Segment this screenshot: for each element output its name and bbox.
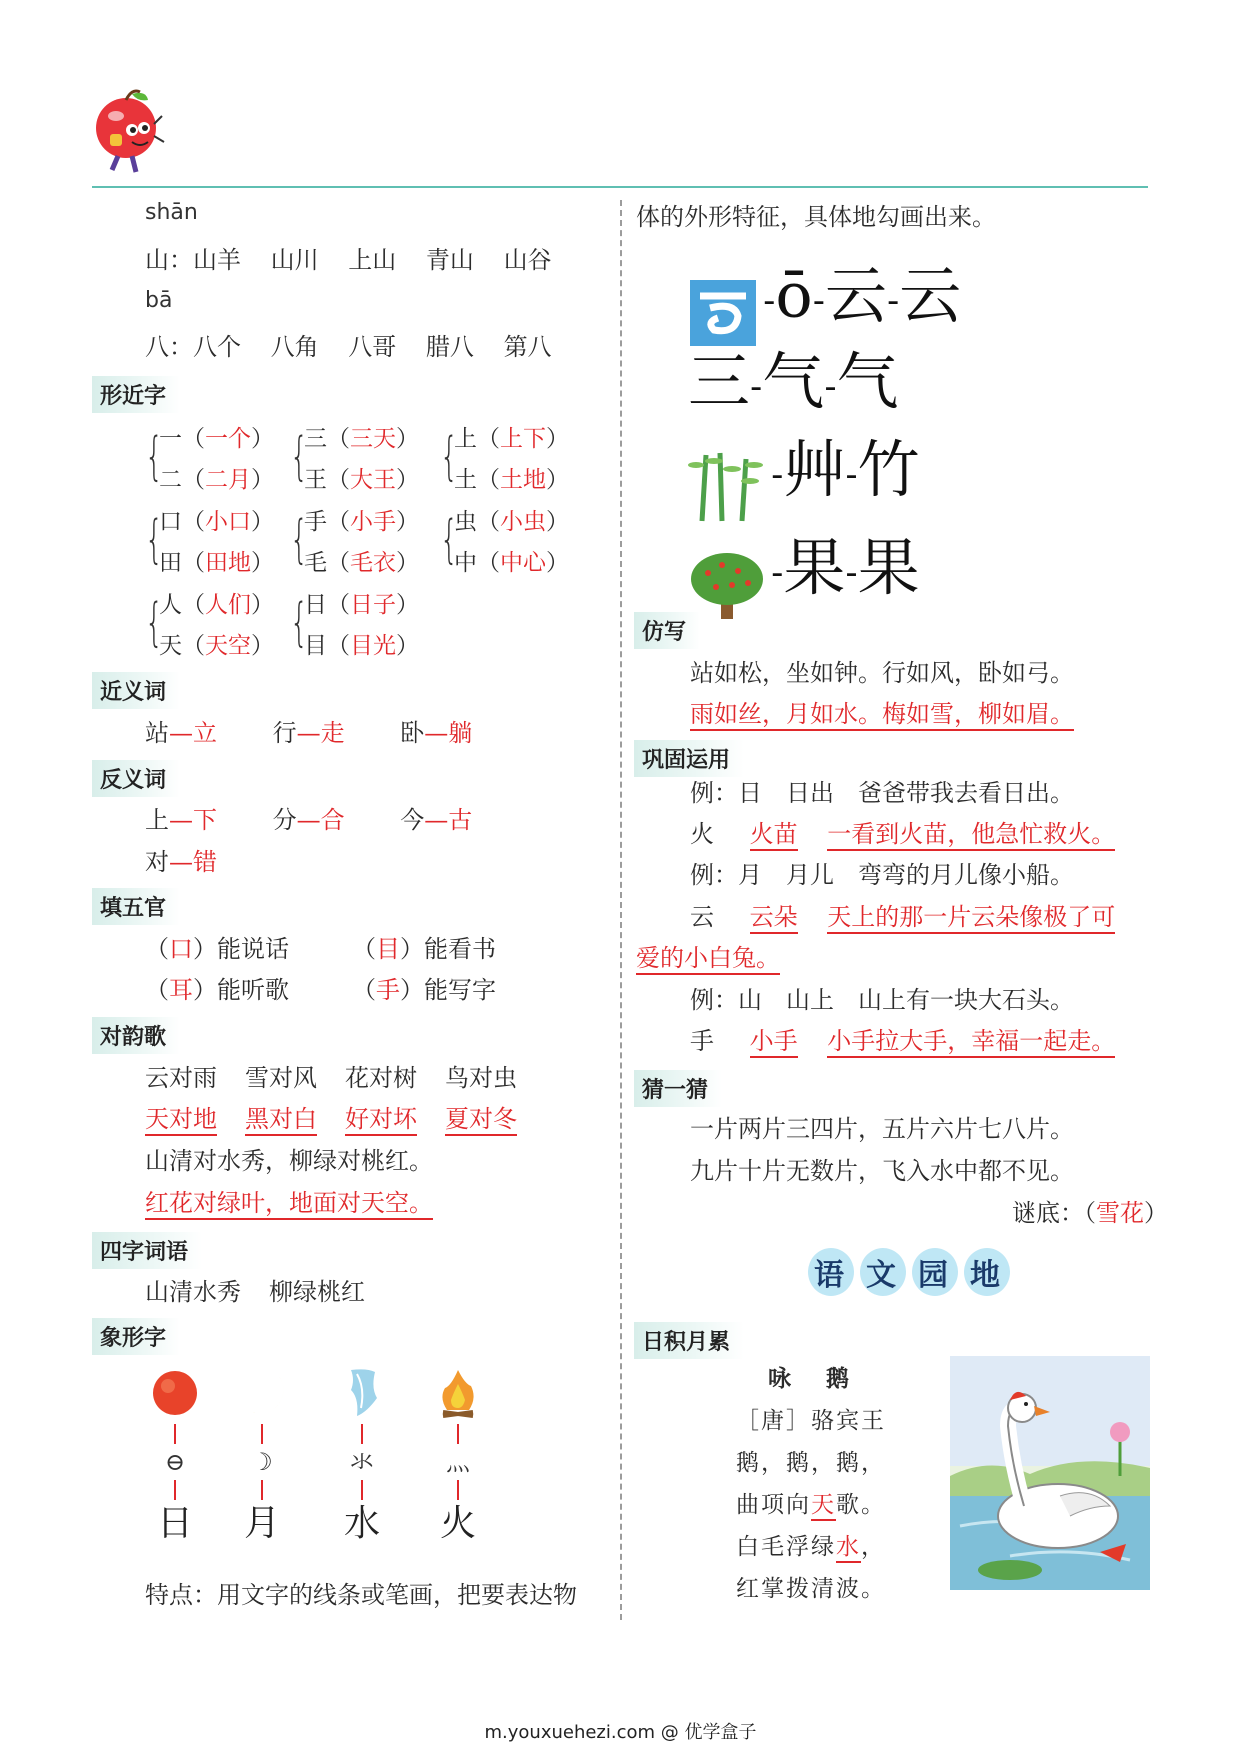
poem-line1: 鹅，鹅，鹅，	[736, 1450, 886, 1476]
gonggu-ex1: 例：日 日出 爸爸带我去看日出。	[690, 779, 1074, 807]
fangxie-answer: 雨如丝，月如水。梅如雪，柳如眉。	[690, 697, 1074, 731]
modern-char: 水	[343, 1503, 380, 1544]
poem-author: ［唐］骆宾王	[736, 1408, 886, 1434]
brace-icon: {	[440, 510, 459, 570]
section-duiyunge: 对韵歌	[92, 1017, 180, 1054]
fire-icon	[433, 1368, 483, 1418]
brace-icon: {	[145, 427, 164, 487]
xingjin-group	[440, 503, 580, 583]
xingjin-row: 人（人们）	[159, 592, 274, 618]
ancient-char: 氺	[350, 1448, 374, 1476]
sun-icon	[150, 1368, 200, 1418]
footer-credit: m.youxuehezi.com @ 优学盒子	[484, 1722, 757, 1743]
section-fanyici: 反义词	[92, 760, 180, 797]
poem-line4: 红掌拨清波。	[736, 1576, 886, 1602]
xingjin-row: 日（日子）	[304, 592, 419, 618]
tedian-left: 特点：用文字的线条或笔画，把要表达物	[145, 1581, 577, 1609]
word: 八角	[270, 333, 319, 361]
section-fangxie: 仿写	[634, 612, 700, 649]
brace-icon: {	[290, 510, 309, 570]
xingjin-group	[440, 420, 580, 500]
brace-icon: {	[145, 510, 164, 570]
words-shan	[145, 243, 552, 277]
evolution-row-zhu: -艸-竹	[688, 420, 920, 523]
poem-line2: 曲项向天歌。	[736, 1486, 886, 1519]
evolution-row-yun: -ō-云-云	[688, 246, 961, 348]
poem-title: 咏 鹅	[768, 1365, 855, 1392]
riddle-line1: 一片两片三四片，五片六片七八片。	[690, 1115, 1074, 1143]
yuwen-yuandi-title: 语 文 园 地	[808, 1248, 1016, 1296]
wuguan-item: （口）能说话	[145, 935, 289, 963]
gonggu-q3: 手 小手 小手拉大手，幸福一起走。	[690, 1024, 1115, 1058]
bamboo-icon	[688, 451, 766, 523]
xingjin-group	[145, 586, 285, 666]
evolution-stage: 果	[783, 531, 846, 604]
evolution-stage: 三	[688, 345, 751, 418]
words-head: 山：	[145, 246, 193, 274]
words-head: 八：	[145, 333, 193, 361]
header-rule	[92, 186, 1148, 188]
pictograph-water	[322, 1368, 402, 1546]
xingjin-row: 王（大王）	[304, 467, 419, 493]
duiyun-line4: 红花对绿叶，地面对天空。	[145, 1186, 433, 1220]
fanyi-row: 上—下 分—合 今—古	[145, 806, 473, 834]
xingjin-row: 二（二月）	[159, 467, 274, 493]
brace-icon: {	[290, 593, 309, 653]
xingjin-row: 手（小手）	[304, 509, 419, 535]
word: 第八	[503, 333, 552, 361]
section-xiangxingzi: 象形字	[92, 1318, 180, 1355]
xingjin-group	[290, 503, 430, 583]
xingjin-group	[145, 503, 285, 583]
riddle-line2: 九片十片无数片，飞入水中都不见。	[690, 1157, 1074, 1185]
apple-mascot-icon	[88, 86, 168, 176]
section-jinyici: 近义词	[92, 672, 180, 709]
xingjin-row: 毛（毛衣）	[304, 550, 419, 576]
evolution-row-qi: 三-气-气	[688, 345, 899, 418]
pictograph-sun	[135, 1368, 215, 1546]
brace-icon: {	[440, 427, 459, 487]
section-gonggu: 巩固运用	[634, 740, 744, 777]
sizi-row: 山清水秀 柳绿桃红	[145, 1278, 365, 1306]
brace-icon: {	[290, 427, 309, 487]
word: 山谷	[503, 246, 552, 274]
word: 山川	[270, 246, 319, 274]
water-icon	[337, 1368, 387, 1418]
xingjin-row: 一（一个）	[159, 426, 274, 452]
tedian-right: 体的外形特征，具体地勾画出来。	[636, 203, 996, 231]
section-caiyicai: 猜一猜	[634, 1070, 722, 1107]
wuguan-item: （目）能看书	[352, 935, 496, 963]
xingjin-row: 土（土地）	[454, 467, 569, 493]
duiyun-answers: 天对地 黑对白 好对坏 夏对冬	[145, 1102, 517, 1136]
modern-char: 月	[243, 1503, 280, 1544]
word: 青山	[425, 246, 474, 274]
evolution-modern: 果	[857, 531, 920, 604]
xingjin-row: 田（田地）	[159, 550, 274, 576]
fruit-tree-icon	[688, 549, 766, 621]
words-ba	[145, 330, 552, 364]
word: 上山	[348, 246, 397, 274]
fangxie-given: 站如松，坐如钟。行如风，卧如弓。	[690, 659, 1074, 687]
goose-illustration	[950, 1356, 1150, 1590]
gonggu-q1: 火 火苗 一看到火苗，他急忙救火。	[690, 817, 1115, 851]
pictograph-moon	[222, 1368, 302, 1546]
xingjin-row: 中（中心）	[454, 550, 569, 576]
xingjin-row: 天（天空）	[159, 633, 274, 659]
evolution-stage: 云	[824, 259, 887, 332]
xingjin-group	[290, 420, 430, 500]
section-xingjinzi: 形近字	[92, 376, 180, 413]
duiyun-line3: 山清对水秀，柳绿对桃红。	[145, 1147, 433, 1175]
evolution-stage: 艸	[783, 433, 846, 506]
evolution-modern: 竹	[857, 433, 920, 506]
evolution-row-guo: -果-果	[688, 518, 920, 621]
xingjin-group	[145, 420, 285, 500]
gonggu-q2: 云 云朵 天上的那一片云朵像极了可	[690, 900, 1115, 934]
pinyin-ba: bā	[145, 288, 173, 313]
poem-line3: 白毛浮绿水，	[736, 1528, 886, 1561]
section-sizi: 四字词语	[92, 1232, 202, 1269]
evolution-modern: 气	[836, 345, 899, 418]
evolution-stage: ō	[775, 259, 813, 332]
xingjin-row: 目（目光）	[304, 633, 419, 659]
evolution-modern: 云	[899, 259, 962, 332]
gonggu-ex3: 例：山 山上 山上有一块大石头。	[690, 986, 1074, 1014]
section-tianwuguan: 填五官	[92, 888, 180, 925]
word: 八个	[193, 333, 241, 361]
word: 山羊	[193, 246, 241, 274]
evolution-stage: 气	[762, 345, 825, 418]
duiyun-given: 云对雨 雪对风 花对树 鸟对虫	[145, 1064, 517, 1092]
riddle-answer: 谜底：（雪花）	[1012, 1199, 1168, 1227]
modern-char: 火	[439, 1503, 476, 1544]
pictograph-fire	[418, 1368, 498, 1546]
brace-icon: {	[145, 593, 164, 653]
xingjin-row: 三（三天）	[304, 426, 419, 452]
xingjin-row: 口（小口）	[159, 509, 274, 535]
word: 腊八	[425, 333, 474, 361]
ancient-char: ⊖	[164, 1448, 186, 1476]
ancient-char: ☽	[251, 1448, 273, 1476]
fanyi-row: 对—错	[145, 848, 217, 876]
pinyin-shan: shān	[145, 200, 198, 225]
moon-icon	[237, 1368, 287, 1418]
xingjin-row: 上（上下）	[454, 426, 569, 452]
ancient-char: 灬	[446, 1448, 470, 1476]
column-divider	[620, 200, 622, 1620]
jinyi-row: 站—立 行—走 卧—躺	[145, 719, 473, 747]
wuguan-item: （耳）能听歌	[145, 976, 289, 1004]
gonggu-ex2: 例：月 月儿 弯弯的月儿像小船。	[690, 861, 1074, 889]
word: 八哥	[348, 333, 397, 361]
modern-char: 日	[156, 1503, 193, 1544]
xingjin-row: 虫（小虫）	[454, 509, 569, 535]
gonggu-q2-cont: 爱的小白兔。	[636, 941, 780, 975]
wuguan-item: （手）能写字	[352, 976, 496, 1004]
xingjin-group	[290, 586, 430, 666]
section-rijiyuelei: 日积月累	[634, 1322, 744, 1359]
